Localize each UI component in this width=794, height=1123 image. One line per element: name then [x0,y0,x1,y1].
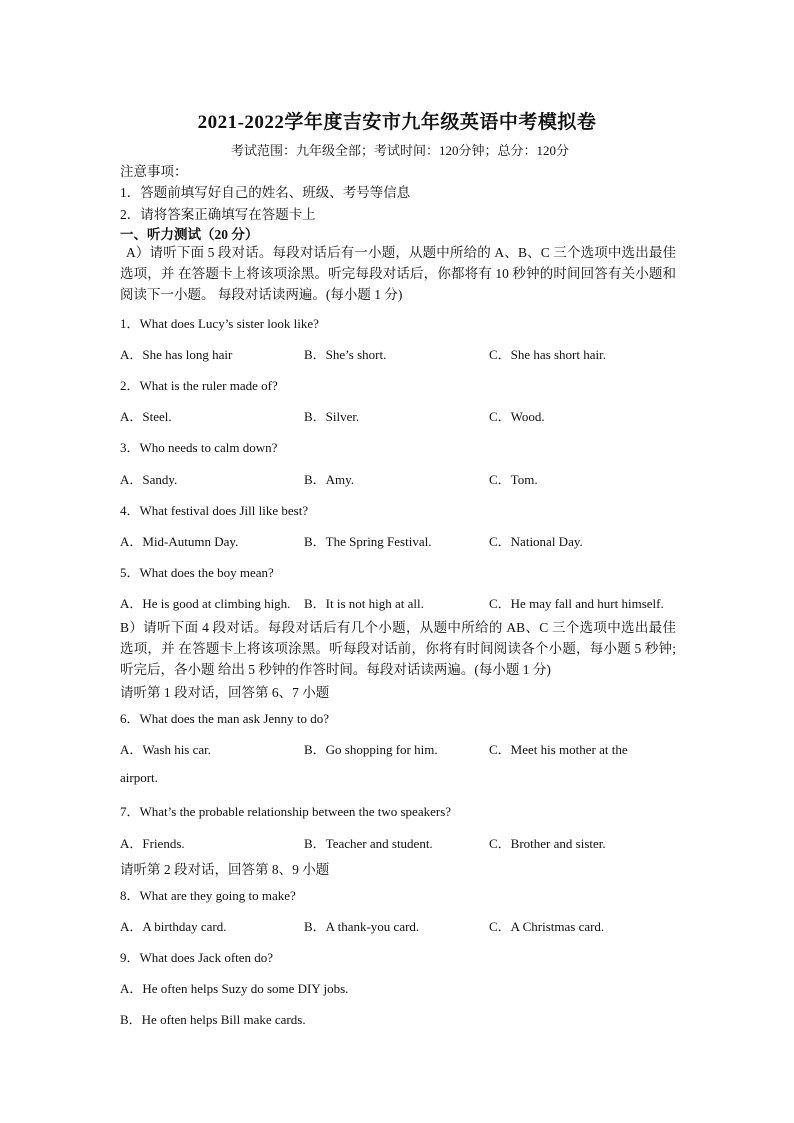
q7-option-b: B．Teacher and student. [304,836,433,851]
q6-option-c: C．Meet his mother at the [489,742,628,757]
part-a-instructions: A）请听下面 5 段对话。每段对话后有一小题，从题中所给的 A、B、C 三个选项中选出最佳选项，并 在答题卡上将该项涂黑。听完每段对话后，你都将有 10 秒钟的时间回答有关小题和阅读下一小题。 每段对话读两遍。(每小题 1 分) [120,245,676,302]
exam-title: 2021-2022学年度吉安市九年级英语中考模拟卷 [197,112,597,133]
dialog-2-instruction: 请听第 2 段对话，回答第 8、9 小题 [120,862,330,877]
question-9: 9．What does Jack often do? [120,950,274,965]
part-b-instructions: B）请听下面 4 段对话。每段对话后有几个小题，从题中所给的 AB、C 三个选项中选出最佳选项，并 在答题卡上将该项涂黑。听每段对话前，你将有时间阅读各个小题，每小题 5 秒钟;听完后，各小题 给出 5 秒钟的作答时间。每段对话读两遍。(每小题 1 分) [120,620,676,677]
q2-option-b: B．Silver. [304,409,360,424]
question-6: 6．What does the man ask Jenny to do? [120,711,330,726]
q9-option-b: B．He often helps Bill make cards. [120,1012,306,1027]
question-1: 1．What does Lucy’s sister look like? [120,316,319,331]
q5-option-a: A．He is good at climbing high. [120,596,291,611]
exam-subtitle: 考试范围：九年级全部；考试时间：120分钟；总分：120分 [230,143,569,158]
q6-option-c-continued: airport. [120,770,158,785]
q4-option-b: B．The Spring Festival. [304,534,432,549]
question-5: 5．What does the boy mean? [120,565,274,580]
question-2: 2．What is the ruler made of? [120,378,278,393]
q9-option-a: A．He often helps Suzy do some DIY jobs. [120,981,349,996]
q1-option-c: C．She has short hair. [489,347,606,362]
q1-option-b: B．She’s short. [304,347,387,362]
q4-option-c: C．National Day. [489,534,583,549]
q4-option-a: A．Mid-Autumn Day. [120,534,239,549]
q5-option-c: C．He may fall and hurt himself. [489,596,664,611]
section-heading: 一、听力测试（20 分） [120,227,259,242]
q3-option-c: C．Tom. [489,472,538,487]
q7-option-a: A．Friends. [120,836,185,851]
q8-option-c: C．A Christmas card. [489,919,605,934]
q3-option-b: B．Amy. [304,472,355,487]
question-3: 3．Who needs to calm down? [120,440,278,455]
note-item-2: 2．请将答案正确填写在答题卡上 [120,207,316,222]
q3-option-a: A．Sandy. [120,472,178,487]
q5-option-b: B．It is not high at all. [304,596,424,611]
q8-option-a: A．A birthday card. [120,919,227,934]
q8-option-b: B．A thank-you card. [304,919,420,934]
q1-option-a: A．She has long hair [120,347,233,362]
q2-option-c: C．Wood. [489,409,545,424]
question-4: 4．What festival does Jill like best? [120,503,309,518]
note-item-1: 1．答题前填写好自己的姓名、班级、考号等信息 [120,185,411,200]
dialog-1-instruction: 请听第 1 段对话，回答第 6、7 小题 [120,685,330,700]
q7-option-c: C．Brother and sister. [489,836,606,851]
q2-option-a: A．Steel. [120,409,172,424]
question-7: 7．What’s the probable relationship between the two speakers? [120,804,452,819]
notes-heading: 注意事项： [120,164,188,179]
q6-option-a: A．Wash his car. [120,742,212,757]
q6-option-b: B．Go shopping for him. [304,742,438,757]
question-8: 8．What are they going to make? [120,888,296,903]
